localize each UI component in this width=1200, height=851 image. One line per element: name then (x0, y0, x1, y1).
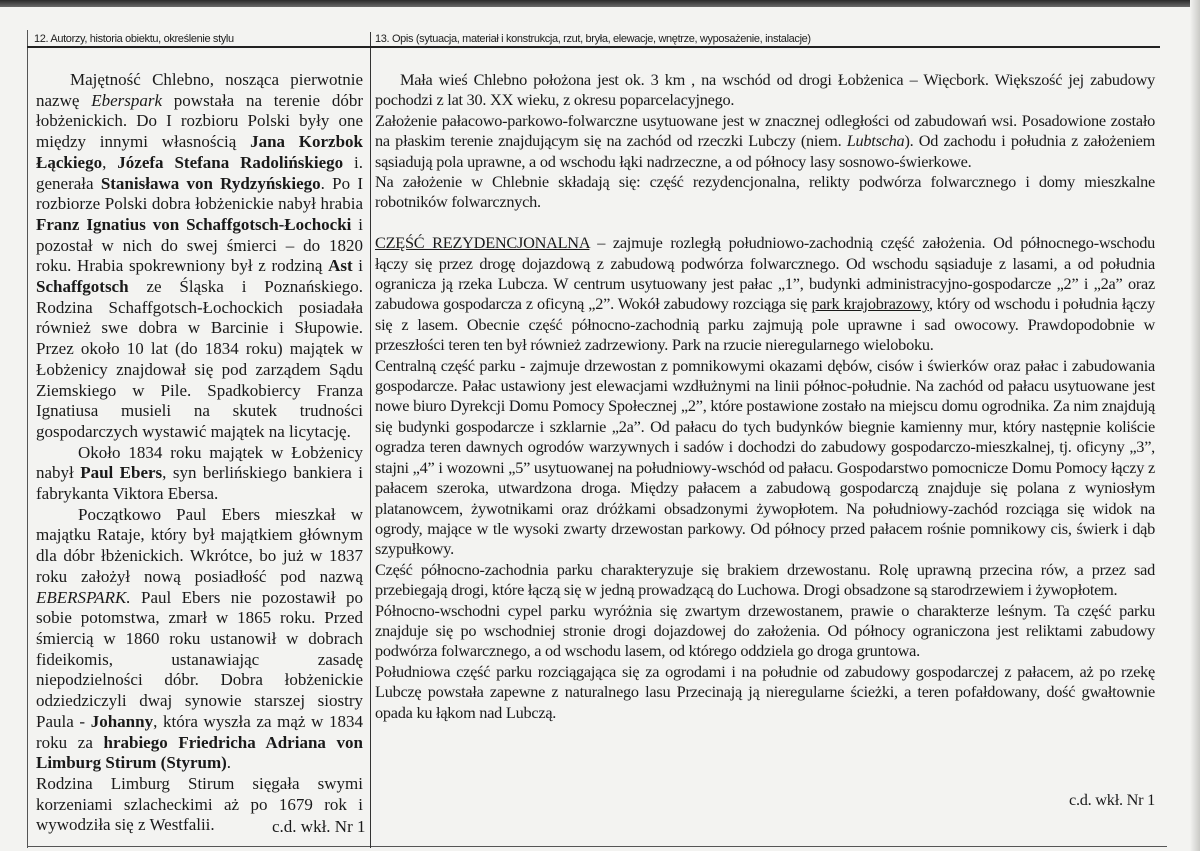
description-paragraph-5: Centralną część parku - zajmuje drzewostan z pomnikowymi okazami dębów, cisów i świerków oraz pałac i zabudowania gospodarcze. Pałac ustawiony jest elewacjami wzdłużnymi na linii północ-południe. Na zachód od pałacu usytuowane jest nowe biuro Dyrekcji Domu Pomocy Społecznej „2”, które postawione zostało na miejscu domu ogrodnika. Za nim znajdują się budynki gospodarcze i szklarnie „2a”. Od pałacu do tych budynków biegnie kamienny mur, który następnie koliście ogradza teren dawnych ogrodów warzywnych i sadów i dochodzi do zabudowy gospodarczo-mieszkalnej, tj. oficyny „3”, stajni „4” i wozowni „5” usytuowanej na południowy-wschód od pałacu. Gospodarstwo pomocnicze Domu Pomocy łączy z pałacem szeroka, utwardzona droga. Między pałacem a zabudową gospodarczą znajduje się polana z wyniosłym platanowcem, żywotnikami oraz dróżkami obsadzonymi żywopłotem. Na południowy-zachód rozciąga się widok na ogrody, mające w tle wysoki zwarty drzewostan parkowy. Od północy przed pałacem rośnie pomnikowy cis, świerk i dąb szypułkowy. (375, 355, 1155, 559)
person-name: Stanisława von Rydzyńskiego (100, 173, 321, 193)
history-paragraph-1 (36, 70, 363, 443)
text: ). Od zachodu i południa z założeniem sąsiadują pola uprawne, a od wschodu łąki nadrzeczne, a od północy lasy sosnowo-świerkowe. (375, 131, 1156, 171)
continuation-note-left: c.d. wkł. Nr 1 (272, 817, 366, 836)
person-name: hrabiego Friedricha Adriana von Limburg Stirum (Styrum) (36, 732, 363, 773)
description-paragraph-1: Mała wieś Chlebno położona jest ok. 3 km , na wschód od drogi Łobżenica – Więcbork. Większość jej zabudowy pochodzi z lat 30. XX wieku, z okresu poparcelacyjnego. (375, 70, 1155, 110)
text: . (226, 753, 232, 773)
history-paragraph-2 (36, 443, 363, 505)
text: i. generała (36, 152, 363, 193)
text: Paul Ebers nie pozostawił po sobie potomstwa, zmarł w 1865 roku. Przed śmiercią w 1860 roku ustanowił w dobrach fideikomis, ustanawiając zasadę niepodzielności dóbr. Dobra łobżenickie odziedziczyli dwaj synowie starszej siostry Paula - (36, 587, 363, 731)
text: Majętność Chlebno, nosząca pierwotnie nazwę (36, 70, 363, 110)
column-divider (370, 32, 371, 848)
scan-edge-right (1190, 0, 1200, 851)
description-column (375, 70, 1155, 723)
text: . Po I rozbiorze Polski dobra łobżenickie nabył hrabia (36, 173, 363, 214)
text: , który od wschodu i południa łączy się z lasem. Obecnie część północno-zachodnią parku zajmują pole uprawne i sad owocowy. Prawdopodobnie w przeszłości teren ten był również zadrzewiony. Park na rzucie nieregularnego wieloboku. (375, 294, 1156, 355)
person-name: Paul Ebers (80, 463, 163, 483)
description-paragraph-2 (375, 111, 1155, 172)
text: , (102, 152, 118, 172)
german-name: Lubtscha (846, 131, 905, 151)
section-12-header: 12. Autorzy, historia obiektu, określenie stylu (34, 33, 234, 45)
text: Około 1834 roku majątek w Łobżenicy nabył (36, 442, 363, 483)
person-name: Franz Ignatius von Schaffgotsch-Łochocki (36, 214, 352, 234)
text: – zajmuje rozległą południowo-zachodnią część założenia. Od północnego-wschodu łączy się przez drogę dojazdową z zabudową podwórza folwarcznego. Od wschodu sąsiaduje z lasami, a od południa ogranicza ją rzeka Lubcza. W centrum usytuowany jest pałac „1”, budynki administracyjno-gospodarcze „2” i „2a” oraz zabudowa gospodarcza z oficyną „2”. Wokół zabudowy rozciąga się (375, 233, 1156, 314)
person-name: Jana Korzbok Łąckiego (36, 132, 363, 172)
section-title: CZĘŚĆ REZYDENCJONALNA (375, 233, 590, 253)
paragraph-gap (375, 213, 1155, 233)
description-paragraph-3: Na założenie w Chlebnie składają się: część rezydencjonalna, relikty podwórza folwarcznego i domy mieszkalne robotników folwarcznych. (375, 172, 1155, 212)
text: , która wyszła za mąż w 1834 roku za (36, 711, 363, 752)
text: powstała na terenie dóbr łobżenickich. Do I rozbioru Polski były one między innymi własnością (36, 90, 363, 152)
family-name: Schaffgotsch (36, 277, 129, 297)
estate-name: Eberspark (91, 90, 163, 110)
frame-border-left (27, 30, 28, 848)
text: i pozostał w nich do swej śmierci – do 1820 roku. Hrabia spokrewniony był z rodziną (36, 214, 363, 276)
continuation-note-right: c.d. wkł. Nr 1 (1068, 790, 1155, 809)
scan-edge-top (0, 0, 1200, 7)
header-rule (27, 46, 1160, 48)
description-paragraph-7: Północno-wschodni cypel parku wyróżnia się zwartym drzewostanem, prawie o charakterze leśnym. Ta część parku znajduje się po wschodniej stronie drogi dojazdowej do założenia. Od północy ograniczona jest reliktami zabudowy podwórza folwarcznego, a od wschodu lasem, od którego oddziela go droga gruntowa. (375, 600, 1155, 661)
description-paragraph-6: Część północno-zachodnia parku charakteryzuje się brakiem drzewostanu. Rolę uprawną przecina rów, a przez sad przebiegają drogi, które łączą się w jedną prowadzącą do Luchowa. Drogi obsadzone są starodrzewiem i żywopłotem. (375, 559, 1155, 600)
section-13-header: 13. Opis (sytuacja, materiał i konstrukcja, rzut, bryła, elewacje, wnętrze, wyposażenie, instalacje) (375, 33, 811, 45)
history-column (36, 70, 366, 836)
family-name: Ast (328, 256, 353, 276)
text: Początkowo Paul Ebers mieszkał w majątku Rataje, który był majątkiem głównym dla dóbr łbżenickich. Wkrótce, bo już w 1837 roku założył nową posiadłość pod nazwą (36, 504, 363, 586)
underlined-term: park krajobrazowy (811, 294, 929, 314)
person-name: Johanny (90, 711, 154, 731)
text: Założenie pałacowo-parkowo-folwarczne usytuowane jest w znacznej odległości od zabudowań wsi. Posadowione zostało na płaskim terenie znajdującym się na zachód od rzeczki Lubczy (niem. (375, 110, 1155, 151)
history-paragraph-4: Rodzina Limburg Stirum sięgała swymi korzeniami szlacheckimi aż po 1679 rok i wywodziła się z Westfalii. (36, 773, 363, 835)
history-paragraph-3 (36, 505, 363, 774)
text: , syn berlińskiego bankiera i fabrykanta Viktora Ebersa. (36, 463, 363, 504)
text: ze Śląska i Poznańskiego. Rodzina Schaffgotsch-Łochockich posiadała również swe dobra w Barcinie i Słupowie. Przez około 10 lat (do 1834 roku) majątek w Łobżenicy znajdował się pod zarządem Sądu Ziemskiego w Pile. Spadkobiercy Franza Ignatiusa musieli na skutek trudności gospodarczych wystawić majątek na licytację. (36, 277, 363, 441)
estate-name: EBERSPARK. (36, 587, 131, 607)
frame-border-bottom (27, 846, 1167, 847)
text: i (352, 256, 363, 276)
description-paragraph-4 (375, 233, 1155, 355)
person-name: Józefa Stefana Radolińskiego (117, 152, 344, 172)
description-paragraph-8: Południowa część parku rozciągająca się za ogrodami i na południe od zabudowy gospodarczej z pałacem, aż po rzekę Lubczę powstała zapewne z naturalnego lasu Przecinają ją nieregularne ścieżki, a teren pofałdowany, dość gwałtownie opada ku łąkom nad Lubczą. (375, 661, 1155, 722)
